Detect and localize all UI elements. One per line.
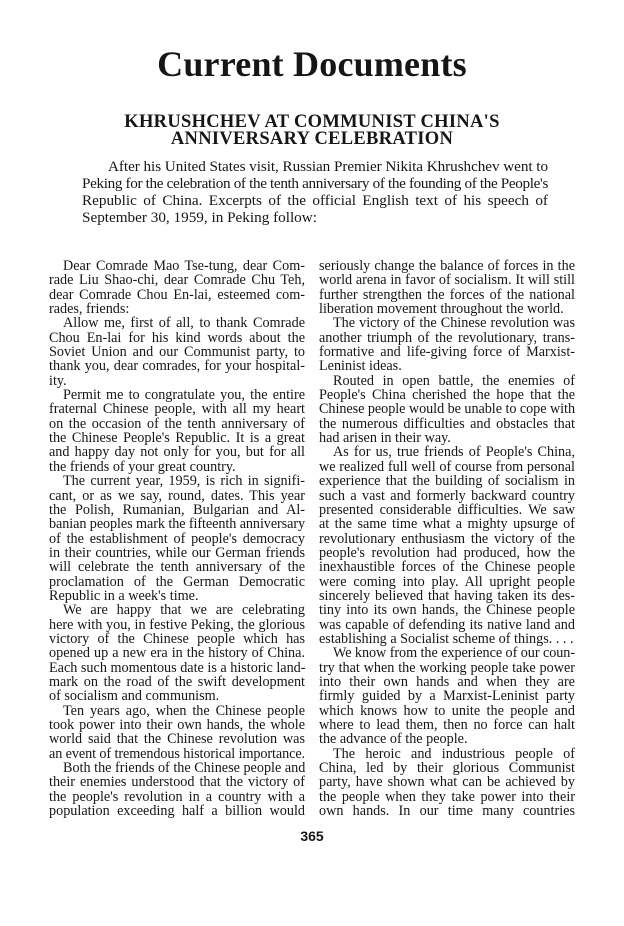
page-number: 365 — [300, 828, 324, 844]
text-line: such a vast and formerly backward country — [319, 487, 575, 504]
text-line: People's China cherished the hope that the — [319, 387, 575, 404]
text-line: rade Liu Shao-chi, dear Comrade Chu Teh, — [49, 272, 305, 289]
text-line: further strengthen the forces of the national — [319, 286, 575, 303]
text-line: of the establishment of people's democracy — [49, 530, 305, 547]
article-title — [0, 114, 624, 148]
intro-line: Republic of China. Excerpts of the official English text of his speech of — [82, 192, 548, 209]
text-line: world arena in favor of socialism. It will still — [319, 272, 575, 289]
text-line: sincerely believed that having taken its des- — [319, 587, 575, 604]
text-line: opened up a new era in the history of China. — [49, 645, 305, 662]
text-line: victory of the Chinese people which has — [49, 630, 305, 647]
text-line: proclamation of the German Democratic — [49, 573, 305, 590]
text-line: The victory of the Chinese revolution was — [333, 315, 575, 332]
text-line: party, have shown what can be achieved by — [319, 774, 575, 791]
text-line: world said that the Chinese revolution was — [49, 731, 305, 748]
text-line: and happy day not only for you, but for all — [49, 444, 305, 461]
text-line: try that when the working people take power — [319, 659, 575, 676]
text-line: in their countries, while our German friends — [49, 544, 305, 561]
text-line: were coming into play. All upright people — [319, 573, 575, 590]
text-line: we realized full well of course from personal — [319, 458, 575, 475]
text-line: rades, friends: — [49, 301, 130, 318]
text-line: The current year, 1959, is rich in signifi- — [63, 473, 305, 490]
text-line: will celebrate the tenth anniversary of the — [49, 559, 305, 576]
text-line: dear Comrade Chou En-lai, esteemed com- — [49, 286, 305, 303]
text-line: Routed in open battle, the enemies of — [333, 372, 575, 389]
text-line: tiny into its own hands, the Chinese people — [319, 602, 575, 619]
intro-line: September 30, 1959, in Peking follow: — [82, 209, 317, 226]
text-line: As for us, true friends of People's China, — [333, 444, 575, 461]
text-line: had arisen in their way. — [319, 430, 451, 447]
text-line: banian peoples mark the fifteenth anniversary — [49, 516, 305, 533]
intro-line: After his United States visit, Russian Premier Nikita Khrushchev went to — [108, 158, 548, 175]
text-line: Chinese people would be unable to cope with — [319, 401, 575, 418]
text-line: fraternal Chinese people, with all my heart — [49, 401, 305, 418]
text-line: We are happy that we are celebrating — [63, 602, 305, 619]
text-line: Leninist ideas. — [319, 358, 402, 375]
text-line: thank you, dear comrades, for your hospital- — [49, 358, 305, 375]
text-line: an event of tremendous historical importance. — [49, 745, 305, 762]
text-line: We know from the experience of our coun- — [333, 645, 575, 662]
text-line: another triumph of the revolutionary, trans- — [319, 329, 575, 346]
text-line: population exceeding half a billion would — [49, 803, 305, 820]
text-line: formative and life-giving force of Marxist- — [319, 344, 575, 361]
text-line: Permit me to congratulate you, the entire — [63, 387, 305, 404]
text-line: Soviet Union and our Communist party, to — [49, 344, 305, 361]
text-line: their enemies understood that the victory of — [49, 774, 305, 791]
text-line: people's revolution had produced, how the — [319, 544, 575, 561]
text-line: The heroic and industrious people of — [333, 745, 575, 762]
text-line: firmly guided by a Marxist-Leninist party — [319, 688, 575, 705]
text-line: Ten years ago, when the Chinese people — [63, 702, 305, 719]
section-title: Current Documents — [157, 44, 467, 84]
intro-paragraph — [82, 158, 548, 226]
text-line: cant, or as we say, round, dates. This year — [49, 487, 305, 504]
text-line: Both the friends of the Chinese people and — [63, 760, 306, 777]
text-line: the Polish, Rumanian, Bulgarian and Al- — [49, 501, 305, 518]
text-line: Republic in a week's time. — [49, 587, 199, 604]
text-line: on the occasion of the tenth anniversary of — [49, 415, 305, 432]
text-line: seriously change the balance of forces in the — [319, 258, 575, 274]
text-line: mark on the road of the swift development — [49, 673, 305, 690]
body-column-right — [319, 259, 575, 818]
text-line: Dear Comrade Mao Tse-tung, dear Com- — [63, 258, 305, 274]
text-line: the Chinese People's Republic. It is a great — [49, 430, 305, 447]
text-line: liberation movement throughout the world. — [319, 301, 564, 318]
article-title-line-1: KHRUSHCHEV AT COMMUNIST CHINA'S — [124, 112, 500, 132]
text-line: ity. — [49, 372, 67, 389]
text-line: the numerous difficulties and obstacles that — [319, 415, 575, 432]
intro-line: Peking for the celebration of the tenth anniversary of the founding of the People's — [82, 175, 548, 192]
text-line: here with you, in festive Peking, the glorious — [49, 616, 305, 633]
text-line: at the same time what a mighty upsurge of — [319, 516, 575, 533]
text-line: Chou En-lai for his kind words about the — [49, 329, 305, 346]
text-line: Allow me, first of all, to thank Comrade — [63, 315, 305, 332]
text-line: the people's revolution in a country with a — [49, 788, 305, 805]
text-line: revolutionary enthusiasm the victory of the — [319, 530, 575, 547]
body-column-left — [49, 259, 305, 818]
text-line: the advance of the people. — [319, 731, 468, 748]
text-line: experience that the building of socialism in — [319, 473, 575, 490]
text-line: where to lead them, then no force can halt — [319, 717, 575, 733]
text-line: China, led by their glorious Communist — [319, 760, 575, 777]
text-line: inexhaustible forces of the Chinese people — [319, 559, 575, 576]
text-line: Each such momentous date is a historic land- — [49, 659, 306, 676]
text-line: presented considerable difficulties. We saw — [319, 501, 575, 518]
text-line: establishing a Socialist scheme of things. . . . — [319, 630, 574, 647]
article-title-line-2: ANNIVERSARY CELEBRATION — [170, 129, 454, 149]
text-line: which knows how to unite the people and — [319, 702, 575, 719]
text-line: own hands. In our time many countries — [319, 803, 575, 820]
text-line: was capable of defending its native land and — [319, 616, 575, 633]
text-line: the friends of your great country. — [49, 458, 236, 475]
text-line: the people when they take power into their — [319, 788, 575, 805]
text-line: into their own hands and when they are — [319, 673, 575, 690]
text-line: took power into their own hands, the whole — [49, 717, 305, 733]
text-line: of socialism and communism. — [49, 688, 220, 705]
